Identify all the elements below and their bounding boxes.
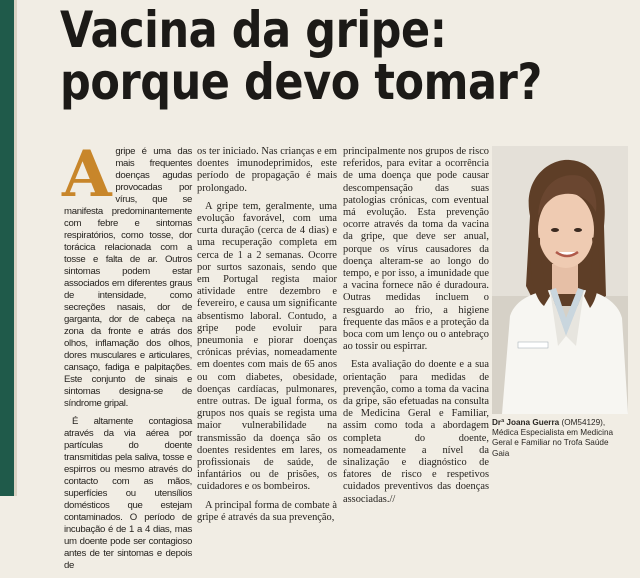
doctor-photo: [492, 146, 628, 414]
page-edge-band: [0, 0, 14, 496]
paragraph: os ter iniciado. Nas crianças e em doentes imunodeprimidos, este período de propagação é mais prolongado.: [197, 146, 337, 194]
paragraph-text: gripe é uma das mais frequentes doenças agudas provocadas por vírus, que se manifesta predominantemente com febre e sintomas respiratórios, como tosse, dor torácica relacionada com a tosse e falta de ar. Outros sintomas podem estar associados em diferentes graus de intensidade, como secreções nasais, dor de garganta, dor de cabeça na zona da fronte e atrás dos olhos, inflamação dos olhos, dores musculares e articulares, cansaço, fadiga e palpitações. Este conjunto de sinais e sintomas designa-se de síndrome gripal.: [64, 146, 192, 409]
paragraph: principalmente nos grupos de risco referidos, para evitar a ocorrência de uma doença que pode causar descompensação das suas patologias crónicas, com eventual má evolução. Esta prevenção ocorre através da toma da vacina da gripe, que deve ser anual, porque os vírus causadores da doença alteram-se ao longo do tempo, e por isso, a imunidade que a vacina fornece não é duradoura. Outras medidas incluem o resguardo ao frio, a higiene frequente das mãos e a proteção da boca com um lenço ou o antebraço ao tossir ou espirrar.: [343, 146, 489, 353]
headline-line-1: Vacina da gripe:: [60, 1, 447, 59]
drop-cap: A: [62, 137, 112, 212]
paragraph: [62, 137, 192, 410]
paragraph: A principal forma de combate à gripe é através da sua prevenção,: [197, 499, 337, 523]
headline-line-2: porque devo tomar?: [60, 53, 542, 111]
paragraph: A gripe tem, geralmente, uma evolução favorável, com uma curta duração (cerca de 4 dias) e uma recuperação completa em cerca de 1 a 2 semanas. Ocorre por surtos sazonais, sendo que em Portugal regista maior atividade entre dezembro e fevereiro, e causa um significante absentismo laboral. Contudo, a gripe pode evoluir para pneumonia e piorar doenças crónicas prévias, nomeadamente em doentes com mais de 65 anos ou com diabetes, obesidade, doenças cardíacas, pulmonares, entre outras. De igual forma, os grupos nos quais se regista uma maior vulnerabilidade na transmissão da doença são os doentes residentes em lares, os profissionais de saúde, de infantários ou de prisões, os cuidadores e os bombeiros.: [197, 200, 337, 493]
photo-caption: [492, 418, 628, 459]
column-1: [62, 137, 192, 578]
doctor-portrait-illustration: [492, 146, 628, 414]
page-edge-stripe: [14, 0, 17, 496]
column-3: [343, 146, 489, 512]
column-2: [197, 146, 337, 530]
doctor-license: (OM54129): [561, 418, 603, 427]
article-headline: [60, 1, 640, 111]
paragraph: Esta avaliação do doente e a sua orientação para medidas de prevenção, como a toma da vacina da gripe, são efetuadas na consulta de Medicina Geral e Familiar, assim como toda a abordagem completa do doente, nomeadamente a nível da sinalização e diagnóstico de fatores de risco e respetivos cuidados preventivos das doenças associadas.//: [343, 359, 489, 505]
doctor-name: Drª Joana Guerra: [492, 418, 560, 427]
paragraph: É altamente contagiosa através da via aérea por partículas do doente transmitidas pela saliva, tosse e espirros ou mesmo através do contacto com as mãos, superfícies ou utensílios domésticos que estejam contaminados. O período de incubação é de 1 a 4 dias, mas um doente pode ser contagioso antes de ter sintomas e depois de: [64, 416, 192, 571]
article-body: [60, 137, 628, 571]
doctor-role: , Médica Especialista em Medicina Geral e Familiar no Trofa Saúde Gaia: [492, 418, 614, 458]
